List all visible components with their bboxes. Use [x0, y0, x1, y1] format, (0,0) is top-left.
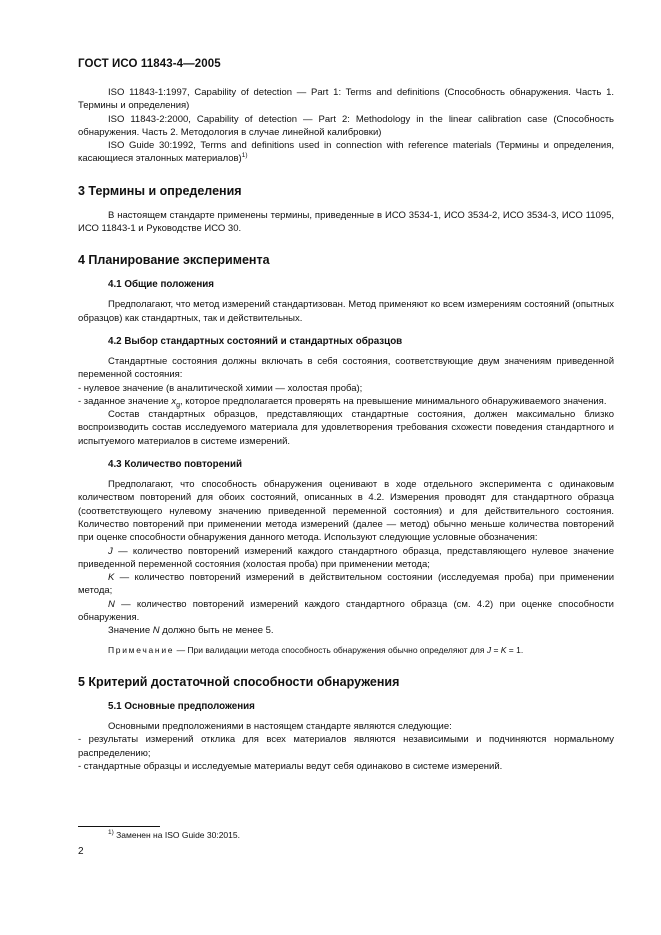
note: Примечание — При валидации метода способность обнаружения обычно определяют для J = K = 1.: [108, 644, 524, 655]
section-4-2-composition: Состав стандартных образцов, представляющих стандартные состояния, должен максимально близко воспроизводить состав исследуемого материала для удовлетворения требования схожести поведения стандартного и испытуемого материалов в системе измерений.: [78, 409, 614, 447]
section-5-title: 5 Критерий достаточной способности обнаружения: [78, 674, 400, 689]
list-item-zero-value: - нулевое значение (в аналитической химии — холостая проба);: [78, 382, 363, 394]
list-item-normal-distribution: - результаты измерений отклика для всех материалов являются независимыми и подчиняются нормальному распределению;: [78, 734, 614, 759]
reference-iso-guide-30: ISO Guide 30:1992, Terms and definitions used in connection with reference materials (Термины и определения, касающиеся эталонных материалов)$^{1)}$: [78, 140, 614, 165]
section-3-text: В настоящем стандарте применены термины, приведенные в ИСО 3534-1, ИСО 3534-2, ИСО 3534-3, ИСО 11095, ИСО 11843-1 и Руководстве ИСО 30.: [78, 209, 614, 235]
footnote-marker: 1): [108, 829, 114, 836]
n-minimum: Значение N должно быть не менее 5.: [108, 625, 274, 637]
section-4-3-title: 4.3 Количество повторений: [108, 459, 243, 471]
reference-iso-11843-2: ISO 11843-2:2000, Capability of detection — Part 2: Methodology in the linear calibration case (Способность обнаружения. Часть 2. Методология в случае линейной калибровки): [78, 113, 614, 138]
reference-iso-11843-1: ISO 11843-1:1997, Capability of detection — Part 1: Terms and definitions (Способность обнаружения. Часть 1. Термины и определения): [78, 87, 614, 112]
section-4-2-paragraph: Стандартные состояния должны включать в себя состояния, соответствующие двум значениям приведенной переменной состояния:: [78, 355, 614, 381]
definition-K: K — количество повторений измерений в действительном состоянии (исследуемая проба) при применении метода;: [78, 572, 614, 597]
footnote: $^{1)}$ Заменен на ISO Guide 30:2015.: [108, 829, 240, 840]
document-body: [78, 86, 614, 773]
note-label: Примечание: [108, 644, 175, 655]
document-header: ГОСТ ИСО 11843-4—2005: [78, 58, 221, 70]
section-3-title: 3 Термины и определения: [78, 183, 242, 198]
footnote-separator: [78, 826, 160, 827]
section-4-1-text: Предполагают, что метод измерений стандартизован. Метод применяют ко всем измерениям состояний (опытных образцов) как стандартных, так и действительных.: [78, 299, 614, 324]
definition-N: N — количество повторений измерений каждого стандартного образца (см. 4.2) при оценке способности обнаружения.: [78, 598, 614, 624]
section-4-2-title: 4.2 Выбор стандартных состояний и стандартных образцов: [108, 335, 403, 347]
footnote-marker: 1): [241, 152, 248, 160]
section-4-3-paragraph: Предполагают, что способность обнаружения оценивают в ходе отдельного эксперимента с одинаковым количеством повторений для обоих состояний, описанных в 4.2. Измерения проводят для стандартного образца (соответствующего нулевому значению приведенной переменной состояния) и для действительного состояния. Количество повторений при применении метода измерений (далее — метод) обычно меньше количества повторений при оценке способности обнаружения данного метода. Используют следующие условные обозначения:: [78, 479, 614, 544]
definition-J: J — количество повторений измерений каждого стандартного образца, представляющего нулевое значение приведенной переменной состояния (холостая проба) при применении метода;: [78, 545, 614, 570]
section-4-1-title: 4.1 Общие положения: [108, 279, 215, 291]
section-5-1-title: 5.1 Основные предположения: [108, 700, 255, 712]
page-number: 2: [78, 846, 84, 857]
section-5-1-paragraph: Основными предположениями в настоящем стандарте являются следующие:: [108, 720, 452, 732]
list-item-same-behavior: - стандартные образцы и исследуемые материалы ведут себя одинаково в системе измерений.: [78, 760, 503, 772]
section-4-title: 4 Планирование эксперимента: [78, 253, 270, 268]
list-item-given-value: - заданное значение $x_g$, которое предполагается проверять на превышение минимального обнаруживаемого значения.: [78, 395, 607, 409]
